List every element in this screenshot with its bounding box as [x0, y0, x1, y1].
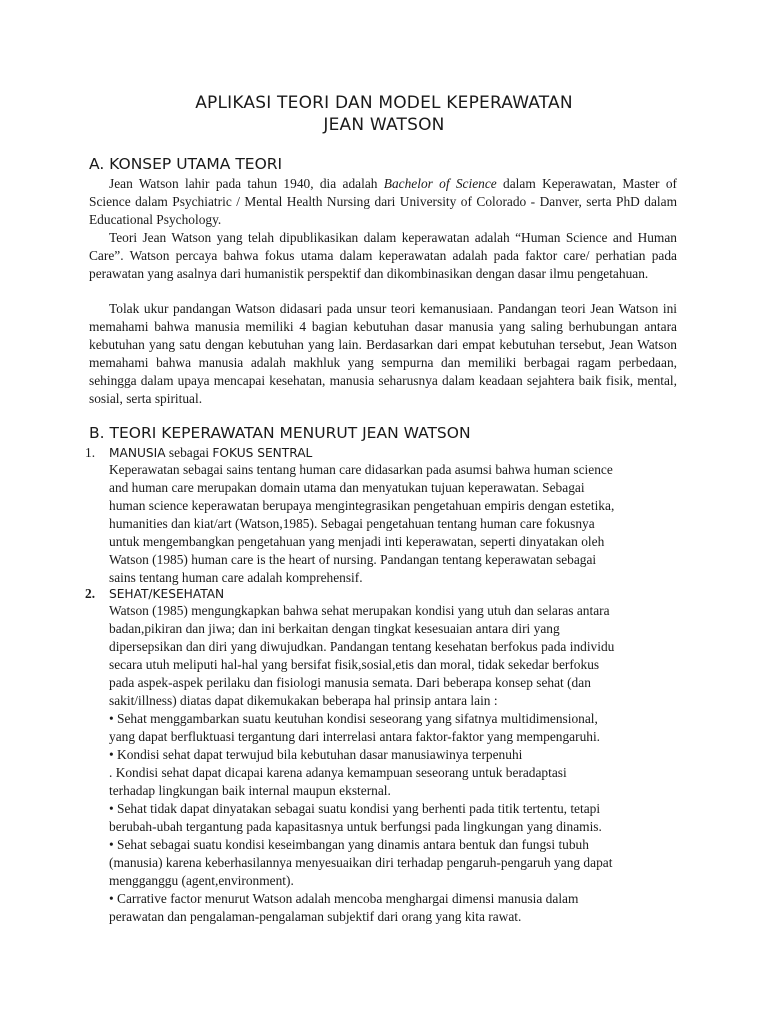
- p1-text-start: Jean Watson lahir pada tahun 1940, dia adalah: [109, 176, 384, 191]
- document-title: [0, 92, 768, 136]
- item-2-line: pada aspek-aspek perilaku dan fisiologi manusia semata. Dari beberapa konsep sehat (dan: [109, 675, 591, 690]
- item-2-number: 2.: [85, 586, 96, 601]
- item-1-label-c: FOKUS SENTRAL: [212, 446, 313, 460]
- item-2-line: . Kondisi sehat dapat dicapai karena adanya kemampuan seseorang untuk beradaptasi: [109, 765, 567, 780]
- item-2-line: • Carrative factor menurut Watson adalah mencoba menghargai dimensi manusia dalam: [109, 891, 579, 906]
- item-2-line: dipersepsikan dan diri yang diwujudkan. Pandangan tentang kesehatan berfokus pada individu: [109, 639, 615, 654]
- p1-text-end: dalam Keperawatan, Master of Science dalam Psychiatric / Mental Health Nursing dari University of Colorado - Danver, serta PhD dalam Educational Psychology.: [89, 176, 677, 227]
- item-1-label-a: MANUSIA: [109, 446, 166, 460]
- section-a-paragraph-3: Tolak ukur pandangan Watson didasari pada unsur teori kemanusiaan. Pandangan teori Jean Watson ini memahami bahwa manusia memiliki 4 bagian kebutuhan dasar manusia yang saling berhubungan antara kebutuhan yang satu dengan kebutuhan yang lain. Berdasarkan dari empat kebutuhan tersebut, Jean Watson memahami bahwa manusia adalah makhluk yang sempurna dan memiliki berbagai ragam perbedaan, sehingga dalam upaya mencapai kesehatan, manusia seharusnya dalam keadaan sejahtera baik fisik, mental, sosial, serta spiritual.: [89, 301, 677, 406]
- item-2-line: berubah-ubah tergantung pada kapasitasnya untuk berfungsi pada lingkungan yang dinamis.: [109, 819, 602, 834]
- item-2-heading: [85, 585, 685, 603]
- item-2-line: secara utuh meliputi hal-hal yang bersifat fisik,sosial,etis dan moral, tidak sekedar berfokus: [109, 657, 600, 672]
- item-2-line: • Kondisi sehat dapat terwujud bila kebutuhan dasar manusiawinya terpenuhi: [109, 747, 523, 762]
- item-2-body: [109, 602, 679, 926]
- item-2-line: badan,pikiran dan jiwa; dan ini berkaitan dengan tingkat kesesuaian antara diri yang: [109, 621, 560, 636]
- item-2-line: terhadap lingkungan baik internal maupun eksternal.: [109, 783, 391, 798]
- item-2-line: Watson (1985) mengungkapkan bahwa sehat merupakan kondisi yang utuh dan selaras antara: [109, 603, 610, 618]
- item-2-line: mengganggu (agent,environment).: [109, 873, 294, 888]
- item-2-line: yang dapat berfluktuasi tergantung dari interrelasi antara faktor-faktor yang mempengaruhi.: [109, 729, 601, 744]
- item-2-line: perawatan dan pengalaman-pengalaman subjektif dari orang yang kita rawat.: [109, 909, 522, 924]
- item-1-line: and human care merupakan domain utama dan menyatukan tujuan keperawatan. Sebagai: [109, 480, 585, 495]
- item-1-line: sains tentang human care adalah komprehensif.: [109, 570, 363, 585]
- item-2-line: • Sehat sebagai suatu kondisi keseimbangan yang dinamis antara bentuk dan fungsi tubuh: [109, 837, 589, 852]
- item-1-line: Watson (1985) human care is the heart of nursing. Pandangan tentang keperawatan sebagai: [109, 552, 597, 567]
- item-2-line: • Sehat tidak dapat dinyatakan sebagai suatu kondisi yang berhenti pada titik tertentu, tetapi: [109, 801, 601, 816]
- section-b-heading: B. TEORI KEPERAWATAN MENURUT JEAN WATSON: [89, 424, 471, 442]
- item-1-line: humanities dan kiat/art (Watson,1985). Sebagai pengetahuan tentang human care fokusnya: [109, 516, 595, 531]
- section-a-heading: A. KONSEP UTAMA TEORI: [89, 155, 283, 173]
- section-a-paragraph-1: [89, 175, 677, 229]
- title-line-2: JEAN WATSON: [323, 115, 445, 135]
- item-1-body: [109, 461, 679, 587]
- item-2-label: SEHAT/KESEHATAN: [109, 587, 225, 601]
- item-1-line: human science keperawatan berupaya mengintegrasikan pengetahuan empiris dengan estetika,: [109, 498, 615, 513]
- title-line-1: APLIKASI TEORI DAN MODEL KEPERAWATAN: [195, 93, 573, 113]
- section-a-paragraph-2: Teori Jean Watson yang telah dipublikasikan dalam keperawatan adalah “Human Science and Human Care”. Watson percaya bahwa fokus utama dalam keperawatan adalah pada faktor care/ perhatian pada perawatan yang asalnya dari humanistik perspektif dan dikombinasikan dengan dasar ilmu pengetahuan.: [89, 230, 677, 281]
- item-1-line: untuk mengembangkan pengetahuan yang menjadi inti keperawatan, seperti dinyatakan oleh: [109, 534, 605, 549]
- item-2-line: • Sehat menggambarkan suatu keutuhan kondisi seseorang yang sifatnya multidimensional,: [109, 711, 598, 726]
- item-2-line: sakit/illness) diatas dapat dikemukakan beberapa hal prinsip antara lain :: [109, 693, 498, 708]
- item-1-heading: [85, 444, 685, 462]
- item-1-label-b: sebagai: [165, 445, 213, 460]
- p1-emphasis: Bachelor of Science: [383, 176, 497, 191]
- item-1-line: Keperawatan sebagai sains tentang human care didasarkan pada asumsi bahwa human science: [109, 462, 613, 477]
- item-2-line: (manusia) karena keberhasilannya menyesuaikan diri terhadap pengaruh-pengaruh yang dapat: [109, 855, 613, 870]
- item-1-number: 1.: [85, 445, 96, 460]
